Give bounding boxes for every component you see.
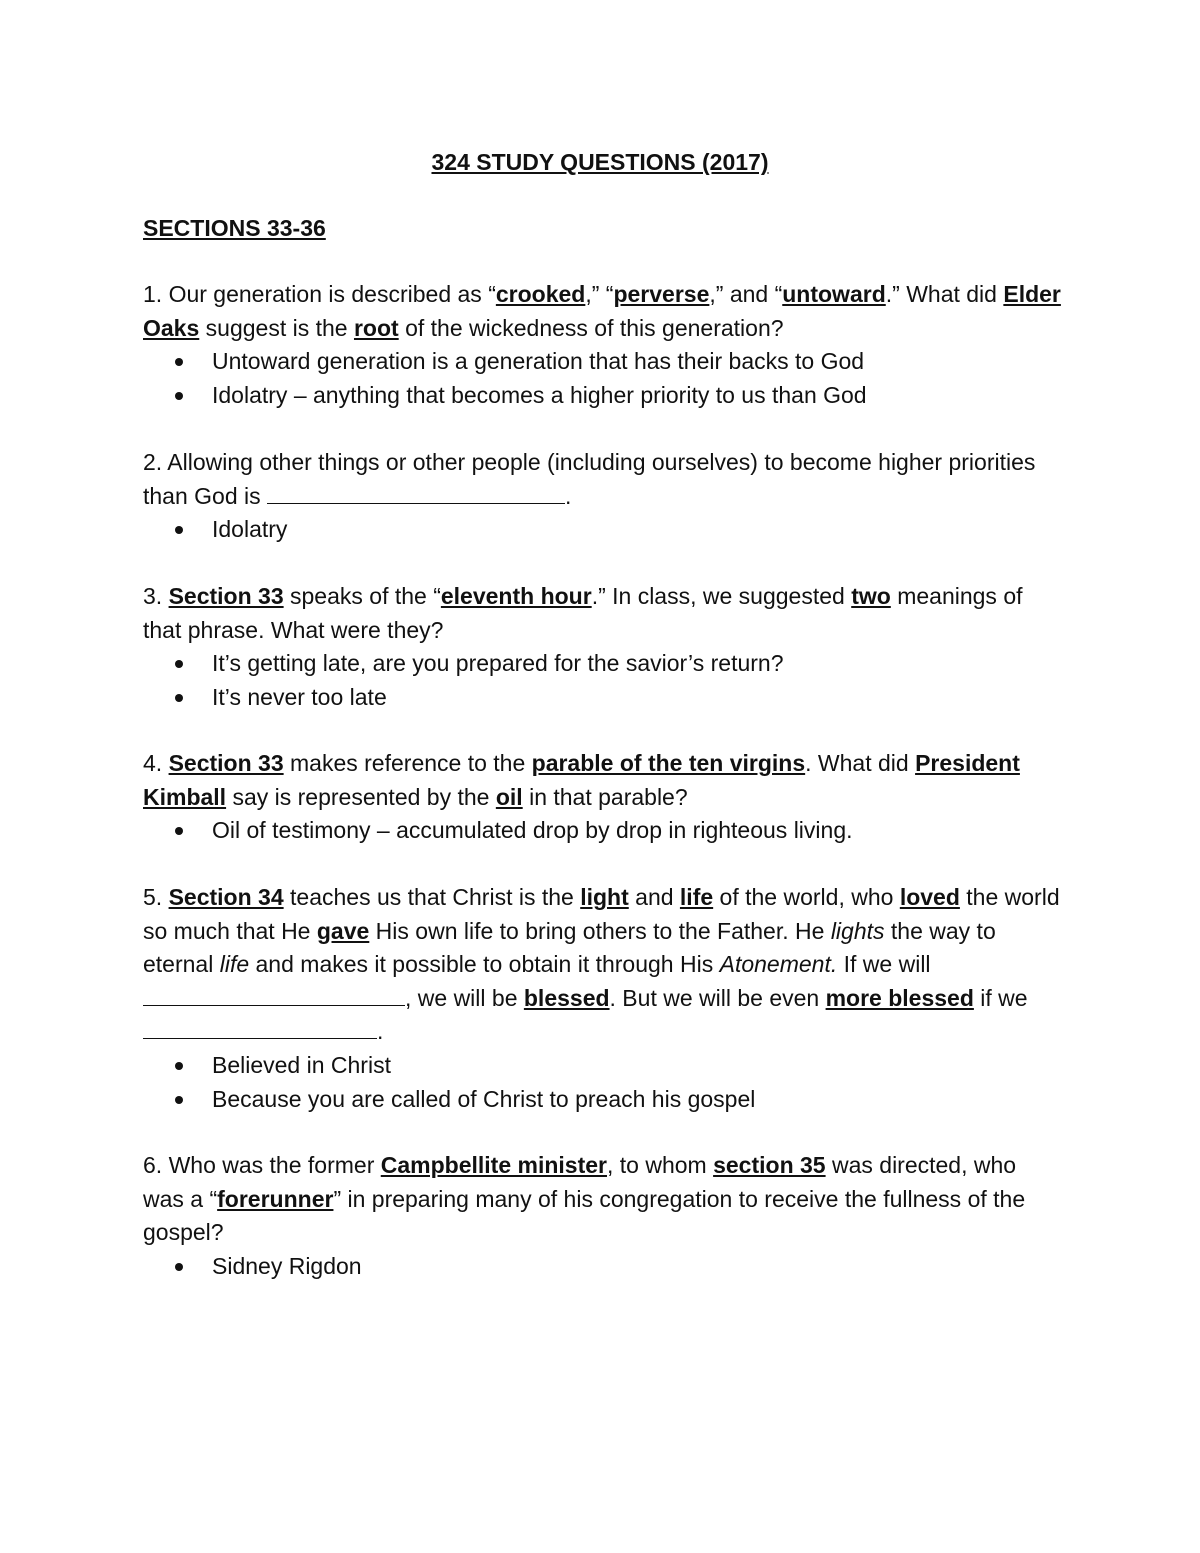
question-5-text: 5. Section 34 teaches us that Christ is the light and life of the world, who loved the world so much that He gave His own life to bring others to the Father. He lights the way to eternal life and makes it possible to obtain it through His Atonement. If we will , we will be blessed. But we will be even more blessed if we . (143, 884, 1060, 1045)
answer-list (143, 345, 1063, 412)
answer-item: Oil of testimony – accumulated drop by drop in righteous living. (143, 814, 1063, 848)
answer-item: It’s never too late (143, 681, 1063, 715)
fill-in-blank (143, 1018, 377, 1039)
section-heading: SECTIONS 33-36 (143, 215, 326, 241)
answer-item: Idolatry – anything that becomes a higher priority to us than God (143, 379, 1063, 413)
question-6 (143, 1149, 1063, 1283)
answer-item: Sidney Rigdon (143, 1250, 1063, 1284)
question-1 (143, 278, 1063, 412)
question-6-text: 6. Who was the former Campbellite minister, to whom section 35 was directed, who was a “forerunner” in preparing many of his congregation to receive the fullness of the gospel? (143, 1152, 1026, 1246)
answer-item: It’s getting late, are you prepared for the savior’s return? (143, 647, 1063, 681)
question-4 (143, 747, 1063, 848)
answer-item: Believed in Christ (143, 1049, 1063, 1083)
fill-in-blank (267, 483, 565, 504)
fill-in-blank (143, 985, 405, 1006)
document-title: 324 STUDY QUESTIONS (2017) (431, 149, 769, 175)
answer-item: Untoward generation is a generation that has their backs to God (143, 345, 1063, 379)
question-3 (143, 580, 1063, 714)
question-2-text: 2. Allowing other things or other people (including ourselves) to become higher priorities than God is . (143, 449, 1036, 509)
question-4-text: 4. Section 33 makes reference to the parable of the ten virgins. What did President Kimball say is represented by the oil in that parable? (143, 750, 1020, 810)
answer-list (143, 647, 1063, 714)
answer-list (143, 1250, 1063, 1284)
question-1-text: 1. Our generation is described as “crooked,” “perverse,” and “untoward.” What did Elder Oaks suggest is the root of the wickedness of this generation? (143, 281, 1061, 341)
question-2 (143, 446, 1063, 547)
answer-item: Idolatry (143, 513, 1063, 547)
answer-list (143, 814, 1063, 848)
answer-list (143, 513, 1063, 547)
question-5 (143, 881, 1063, 1116)
question-3-text: 3. Section 33 speaks of the “eleventh hour.” In class, we suggested two meanings of that phrase. What were they? (143, 583, 1023, 643)
answer-list (143, 1049, 1063, 1116)
answer-item: Because you are called of Christ to preach his gospel (143, 1083, 1063, 1117)
